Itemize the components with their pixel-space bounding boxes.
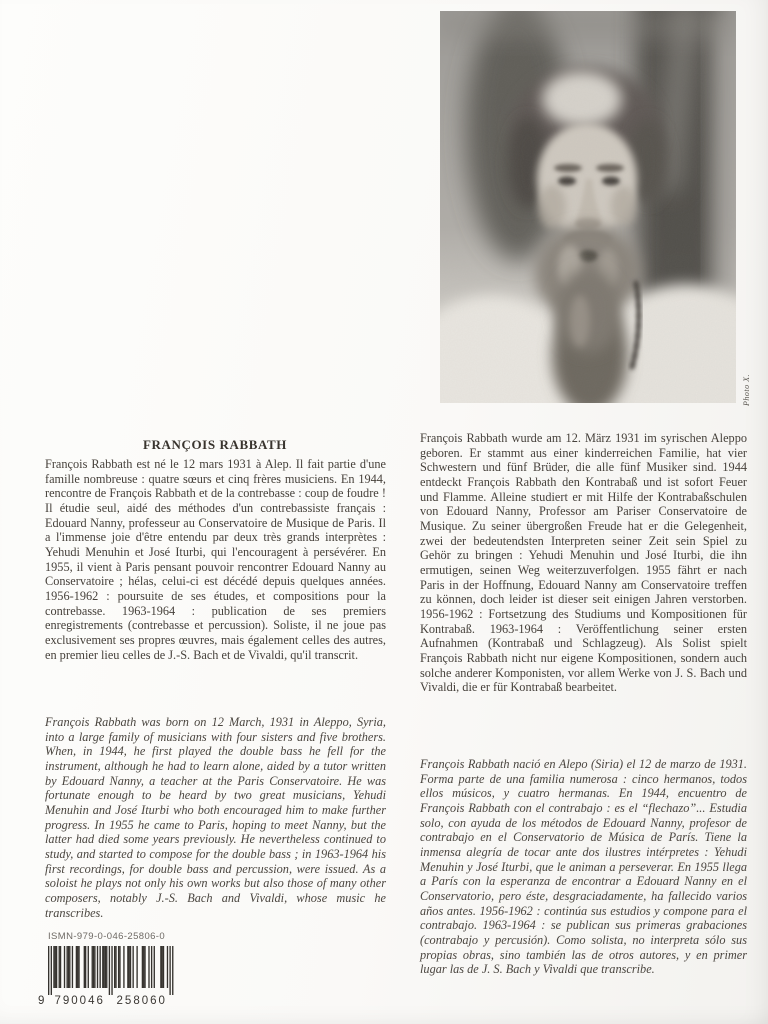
ean-barcode [36, 945, 178, 1012]
photo-credit: Photo X. [742, 374, 751, 406]
ismn-number: ISMN-979-0-046-25806-0 [48, 931, 166, 942]
barcode-digit-group: 790046 [54, 995, 105, 1007]
paragraph-spanish: François Rabbath nació en Alepo (Siria) el 12 de marzo de 1931. Forma parte de una familia numerosa : cinco hermanos, todos ellos músicos, y cuatro hermanas. En 1944, encuentro de François Rabbath con el contrabajo : es el “flechazo”... Estudia solo, con ayuda de los métodos de Edouard Nanny, profesor de contrabajo en el Conservatorio de Música de París. Tiene la inmensa alegría de tocar ante dos ilustres intérpretes : Yehudi Menuhin y José Iturbi, que le animan a perseverar. En 1955 llega a París con la esperanza de encontrar a Edouard Nanny en el Conservatorio, pero éste, desgraciadamente, ha fallecido varios años antes. 1956-1962 : continúa sus estudios y compone para el contrabajo. 1963-1964 : se publican sus primeras grabaciones (contrabajo y percusión). Como solista, no interpreta sólo sus propias obras, sino también las de otros autores, y en primer lugar las de J. S. Bach y Vivaldi que transcribe. [420, 757, 747, 977]
barcode-digit-group: 258060 [116, 995, 167, 1007]
barcode-bars [36, 945, 178, 1007]
paragraph-german: François Rabbath wurde am 12. März 1931 im syrischen Aleppo geboren. Er stammt aus einer kinderreichen Familie, hat vier Schwestern und fünf Brüder, die alle fünf Musiker sind. 1944 entdeckt François Rabbath den Kontrabaß und ist sofort Feuer und Flamme. Alleine studiert er mit Hilfe der Kontrabaßschulen von Edouard Nanny, Professor am Pariser Conservatoire de Musique. Zu seiner übergroßen Freude hat er die Gelegenheit, zwei der bedeutendsten Interpreten seiner Zeit sein Spiel zu Gehör zu bringen : Yehudi Menuhin und José Iturbi, die ihn ermutigen, seinen Weg weiterzuverfolgen. 1955 fährt er nach Paris in der Hoffnung, Edouard Nanny am Conservatoire treffen zu können, doch leider ist dieser seit einigen Jahren verstorben. 1956-1962 : Fortsetzung des Studiums und Kompositionen für Kontrabaß. 1963-1964 : Veröffentlichung seiner ersten Aufnahmen (Kontrabaß und Schlagzeug). Als Solist spielt François Rabbath nicht nur eigene Kompositionen, sondern auch solche anderer Komponisten, vor allem Werke von J. S. Bach und Vivaldi, die er für Kontrabaß bearbeitet. [420, 431, 747, 695]
portrait-photo [440, 11, 736, 403]
portrait-photo-image [440, 11, 736, 403]
paragraph-french: François Rabbath est né le 12 mars 1931 à Alep. Il fait partie d'une famille nombreuse : quatre sœurs et cinq frères musiciens. En 1944, rencontre de François Rabbath et de la contrebasse : coup de foudre ! Il étudie seul, aidé des méthodes d'un contrebassiste français : Edouard Nanny, professeur au Conservatoire de Musique de Paris. Il a l'immense joie d'être entendu par deux très grands interprètes : Yehudi Menuhin et José Iturbi, qui l'encouragent à persévérer. En 1955, il vient à Paris pensant pouvoir rencontrer Edouard Nanny au Conservatoire ; hélas, celui-ci est décédé depuis quelques années. 1956-1962 : poursuite de ses études, et compositions pour la contrebasse. 1963-1964 : publication de ses premiers enregistrements (contrebasse et percussion). Soliste, il ne joue pas exclusivement ses propres œuvres, mais également celles des autres, en premier lieu celles de J.-S. Bach et de Vivaldi, qu'il transcrit. [45, 457, 386, 662]
paragraph-english: François Rabbath was born on 12 March, 1931 in Aleppo, Syria, into a large family of musicians with four sisters and five brothers. When, in 1944, he first played the double bass he fell for the instrument, although he had to learn alone, aided by a tutor written by Edouard Nanny, a teacher at the Paris Conservatoire. He was fortunate enough to be heard by two great musicians, Yehudi Menuhin and José Iturbi who both encouraged him to make further progress. In 1955 he came to Paris, hoping to meet Nanny, but the latter had died some years previously. He nevertheless continued to study, and started to compose for the double bass ; in 1963-1964 his first recordings, for double bass and percussion, were issued. As a soloist he plays not only his own works but also those of many other composers, notably J.-S. Bach and Vivaldi, whose music he transcribes. [45, 715, 386, 920]
barcode-digit-group: 9 [38, 995, 47, 1007]
page-title: FRANÇOIS RABBATH [142, 437, 288, 452]
